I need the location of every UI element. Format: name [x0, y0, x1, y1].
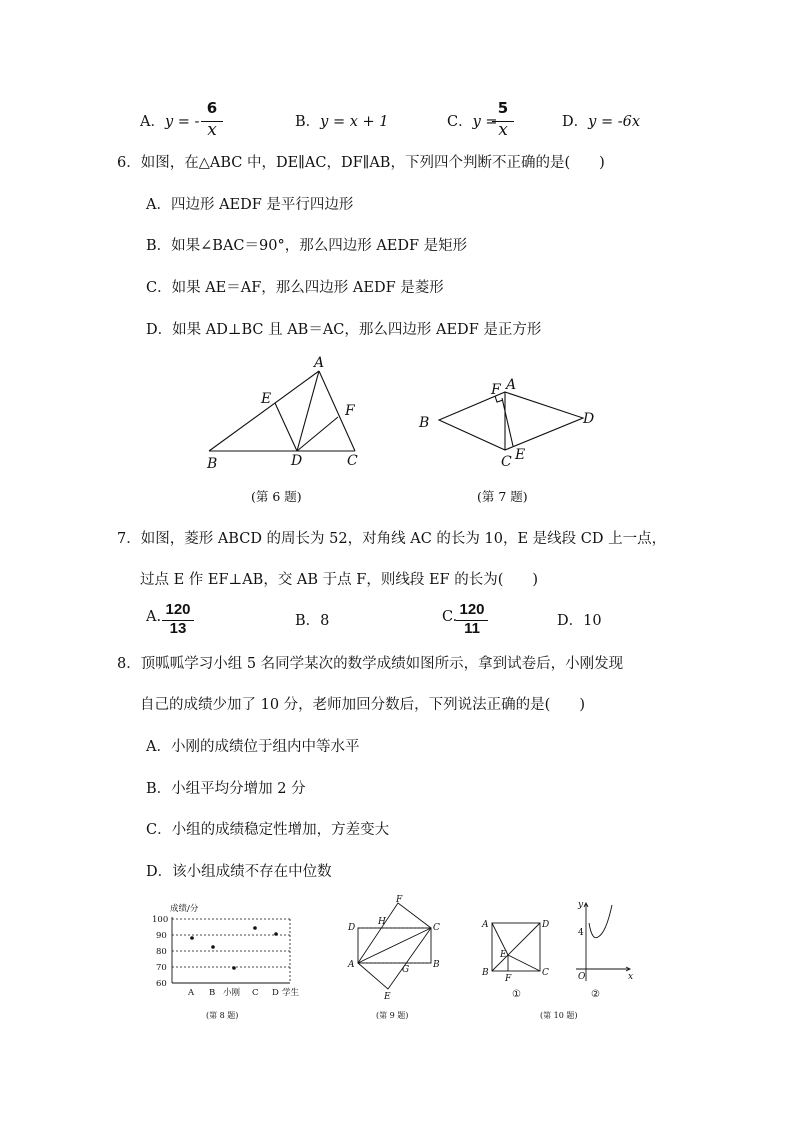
fig9-label-a: A	[348, 960, 355, 970]
fig8-y-label: 成绩/分	[170, 904, 199, 914]
q5-option-c-denominator: x	[498, 120, 508, 140]
fig7-label-e: E	[515, 447, 526, 463]
fig6-label-e: E	[261, 391, 272, 407]
fig8-caption: (第 8 题)	[206, 1011, 239, 1020]
q7-option-d: D．10	[557, 613, 602, 629]
fig9-diagonal-ac	[358, 928, 431, 963]
fig10-sub2: ②	[591, 989, 600, 1000]
q8-option-d: D．该小组成绩不存在中位数	[146, 864, 332, 880]
fig6-label-c: C	[347, 453, 358, 469]
figure-9	[340, 893, 455, 1005]
fig10-caption: (第 10 题)	[540, 1011, 578, 1020]
q5-option-b	[295, 110, 389, 131]
figure-6	[195, 355, 375, 475]
q5-option-b-prefix: B．	[295, 114, 321, 130]
fig10-label-e: E	[500, 950, 507, 960]
fig9-label-b: B	[433, 960, 440, 970]
fig10-label-d: D	[542, 920, 550, 930]
fig10-graph-label-x: x	[628, 972, 634, 982]
fig8-xtick-xiaogang: 小刚	[223, 988, 241, 998]
fig6-label-d: D	[291, 453, 303, 469]
q5-option-a	[140, 110, 199, 131]
q5-option-a-fraction	[203, 101, 221, 139]
q7-option-a-prefix: A.	[146, 609, 162, 625]
fig7-label-c: C	[501, 454, 512, 470]
fig7-label-d: D	[583, 411, 595, 427]
fig7-label-b: B	[419, 415, 430, 431]
q8-stem-line2: 自己的成绩少加了 10 分，老师加回分数后，下列说法正确的是( )	[140, 697, 585, 713]
q7-option-a-fraction	[162, 601, 194, 637]
fig10-label-f: F	[505, 974, 512, 984]
q5-option-c-numerator: 5	[497, 99, 509, 117]
q5-option-a-prefix: A．	[140, 114, 165, 130]
q7-option-a-fraction-bar	[162, 620, 194, 621]
q5-option-c-prefix: C．	[447, 114, 473, 130]
q6-stem: 6．如图，在△ABC 中，DE∥AC，DF∥AB，下列四个判断不正确的是( )	[117, 155, 605, 171]
fig6-line-ba	[209, 371, 319, 451]
q6-option-c: C．如果 AE＝AF，那么四边形 AEDF 是菱形	[146, 280, 444, 296]
fig9-label-c: C	[433, 923, 440, 933]
fig9-label-h: H	[378, 917, 386, 927]
fig6-label-b: B	[207, 456, 218, 472]
q7-option-c-prefix: C.	[442, 609, 458, 625]
fig6-caption: (第 6 题)	[251, 489, 302, 504]
q5-option-c-eq: y =	[472, 114, 498, 130]
fig10-graph-curve	[589, 905, 612, 938]
fig10-sub1: ①	[512, 989, 521, 1000]
q8-stem-line1: 8．顶呱呱学习小组 5 名同学某次的数学成绩如图所示，拿到试卷后，小刚发现	[117, 656, 624, 672]
fig10-label-a: A	[482, 920, 489, 930]
q6-option-b: B．如果∠BAC＝90°，那么四边形 AEDF 是矩形	[146, 238, 468, 254]
q5-option-a-fraction-bar	[201, 121, 223, 122]
fig10-label-c: C	[542, 968, 549, 978]
fig9-label-f: F	[396, 895, 403, 905]
fig9-label-d: D	[348, 923, 356, 933]
q5-option-a-eq: y = -	[164, 114, 200, 130]
fig9-square-afce	[358, 903, 431, 989]
fig9-label-e: E	[384, 992, 391, 1002]
q7-option-a-numerator: 120	[165, 601, 191, 618]
fig8-ytick-60: 60	[156, 979, 167, 989]
fig8-xtick-d: D	[272, 988, 279, 998]
fig6-line-ad	[297, 371, 319, 451]
q7-option-c-fraction-bar	[456, 620, 488, 621]
fig10-graph-label-4: 4	[578, 928, 584, 938]
q5-option-a-numerator: 6	[206, 99, 218, 117]
q5-option-a-denominator: x	[207, 120, 217, 140]
q7-stem-line1: 7．如图，菱形 ABCD 的周长为 52，对角线 AC 的长为 10，E 是线段 CD 上一点，	[117, 531, 667, 547]
fig6-line-df	[297, 417, 338, 451]
fig8-xtick-b: B	[209, 988, 216, 998]
fig10-line-ec	[508, 955, 540, 971]
q8-option-b: B．小组平均分增加 2 分	[146, 781, 306, 797]
fig7-label-f: F	[491, 382, 501, 398]
fig7-label-a: A	[506, 377, 517, 393]
fig8-ytick-100: 100	[152, 915, 169, 925]
q8-option-c: C．小组的成绩稳定性增加，方差变大	[146, 822, 390, 838]
q8-option-a: A．小刚的成绩位于组内中等水平	[146, 739, 360, 755]
fig10-graph-label-o: O	[578, 972, 586, 982]
q7-stem-line2: 过点 E 作 EF⊥AB，交 AB 于点 F，则线段 EF 的长为( )	[140, 572, 539, 588]
fig8-point-b	[211, 945, 215, 949]
q7-option-a-denominator: 13	[169, 620, 187, 637]
fig8-ytick-80: 80	[156, 947, 167, 957]
figure-7	[415, 372, 600, 472]
q5-option-c	[447, 110, 498, 131]
q5-option-c-fraction-bar	[492, 121, 514, 122]
q5-option-b-eq: y = x + 1	[320, 114, 389, 130]
fig9-caption: (第 9 题)	[376, 1011, 409, 1020]
q6-option-a: A．四边形 AEDF 是平行四边形	[146, 197, 354, 213]
q7-option-c-numerator: 120	[459, 601, 485, 618]
fig10-graph-label-y: y	[578, 900, 584, 910]
fig8-ytick-90: 90	[156, 931, 167, 941]
figure-10	[478, 893, 638, 1005]
fig10-diagonal-bd	[492, 923, 540, 971]
fig8-xtick-a: A	[188, 988, 195, 998]
fig8-point-xiaogang	[232, 966, 236, 970]
q5-option-d-prefix: D．	[562, 114, 589, 130]
fig7-line-ef	[502, 398, 513, 446]
fig9-label-g: G	[402, 965, 410, 975]
q6-option-d: D．如果 AD⊥BC 且 AB＝AC，那么四边形 AEDF 是正方形	[146, 322, 542, 338]
fig8-x-label: 学生	[282, 988, 300, 998]
fig10-label-b: B	[482, 968, 489, 978]
q5-option-c-fraction	[494, 101, 512, 139]
fig8-point-d	[274, 932, 278, 936]
q5-option-d-eq: y = -6x	[588, 114, 641, 130]
fig8-point-c	[253, 926, 257, 930]
fig8-point-a	[190, 936, 194, 940]
fig6-label-a: A	[314, 355, 325, 371]
fig8-ytick-70: 70	[156, 963, 167, 973]
q7-option-c-fraction	[456, 601, 488, 637]
q5-option-d	[562, 110, 640, 131]
q7-option-c-denominator: 11	[464, 620, 480, 637]
fig8-xtick-c: C	[252, 988, 259, 998]
fig6-line-ed	[275, 403, 297, 451]
fig7-caption: (第 7 题)	[477, 489, 528, 504]
fig7-rhombus	[439, 392, 583, 450]
q7-option-b: B．8	[295, 613, 330, 629]
figure-8-chart	[140, 895, 310, 1005]
fig6-label-f: F	[345, 403, 355, 419]
